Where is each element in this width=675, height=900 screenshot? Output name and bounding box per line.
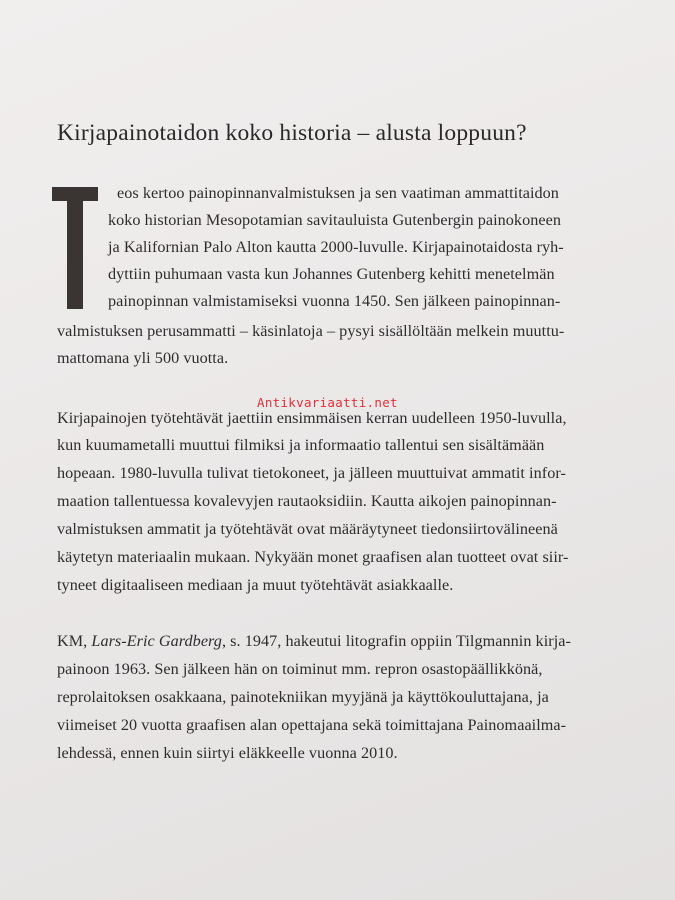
paragraph-2-line: käytetyn materiaalin mukaan. Nykyään monet graafisen alan tuotteet ovat siir- xyxy=(57,548,569,566)
author-bio-line xyxy=(57,632,571,651)
author-bio-line: viimeiset 20 vuotta graafisen alan opettajana sekä toimittajana Painomaailma- xyxy=(57,716,567,734)
paragraph-1-line: mattomana yli 500 vuotta. xyxy=(57,349,229,367)
watermark-text: Antikvariaatti.net xyxy=(257,395,398,410)
paragraph-2-line: tyneet digitaaliseen mediaan ja muut työtehtävät asiakkaalle. xyxy=(57,576,454,594)
page-heading: Kirjapainotaidon koko historia – alusta loppuun? xyxy=(57,120,527,146)
author-name: Lars-Eric Gardberg xyxy=(91,632,222,650)
paragraph-2-line: hopeaan. 1980-luvulla tulivat tietokoneet, ja jälleen muuttuivat ammatit infor- xyxy=(57,464,566,482)
paragraph-1-line: eos kertoo painopinnanvalmistuksen ja sen vaatiman ammattitaidon xyxy=(117,184,559,202)
author-bio-line: painoon 1963. Sen jälkeen hän on toiminut mm. repron osastopäällikkönä, xyxy=(57,660,543,678)
paragraph-2-line: Kirjapainojen työtehtävät jaettiin ensimmäisen kerran uudelleen 1950-luvulla, xyxy=(57,409,567,427)
paragraph-1-line: koko historian Mesopotamian savitauluista Gutenbergin painokoneen xyxy=(108,211,561,229)
author-bio-line: reprolaitoksen osakkaana, painotekniikan myyjänä ja käyttökouluttajana, ja xyxy=(57,688,549,706)
author-bio-line: lehdessä, ennen kuin siirtyi eläkkeelle vuonna 2010. xyxy=(57,744,398,762)
paragraph-2-line: valmistuksen ammatit ja työtehtävät ovat määräytyneet tiedonsiirtovälineenä xyxy=(57,520,558,538)
paragraph-2-line: kun kuumametalli muuttui filmiksi ja informaatio tallentui sen sisältämään xyxy=(57,436,545,454)
dropcap-letter-t xyxy=(52,187,98,309)
paragraph-1-line: painopinnan valmistamiseksi vuonna 1450. Sen jälkeen painopinnan- xyxy=(108,292,561,310)
author-bio-text: , s. 1947, hakeutui litografin oppiin Tilgmannin kirja- xyxy=(221,632,571,650)
author-title: KM, xyxy=(57,632,92,650)
paragraph-1-line: dyttiin puhumaan vasta kun Johannes Gutenberg kehitti menetelmän xyxy=(108,265,555,283)
paragraph-1-line: valmistuksen perusammatti – käsinlatoja – pysyi sisällöltään melkein muuttu- xyxy=(57,322,565,340)
paragraph-2-line: maation tallentuessa kovalevyjen rautaoksidiin. Kautta aikojen painopinnan- xyxy=(57,492,557,510)
paragraph-1-line: ja Kalifornian Palo Alton kautta 2000-luvulle. Kirjapainotaidosta ryh- xyxy=(108,238,564,256)
